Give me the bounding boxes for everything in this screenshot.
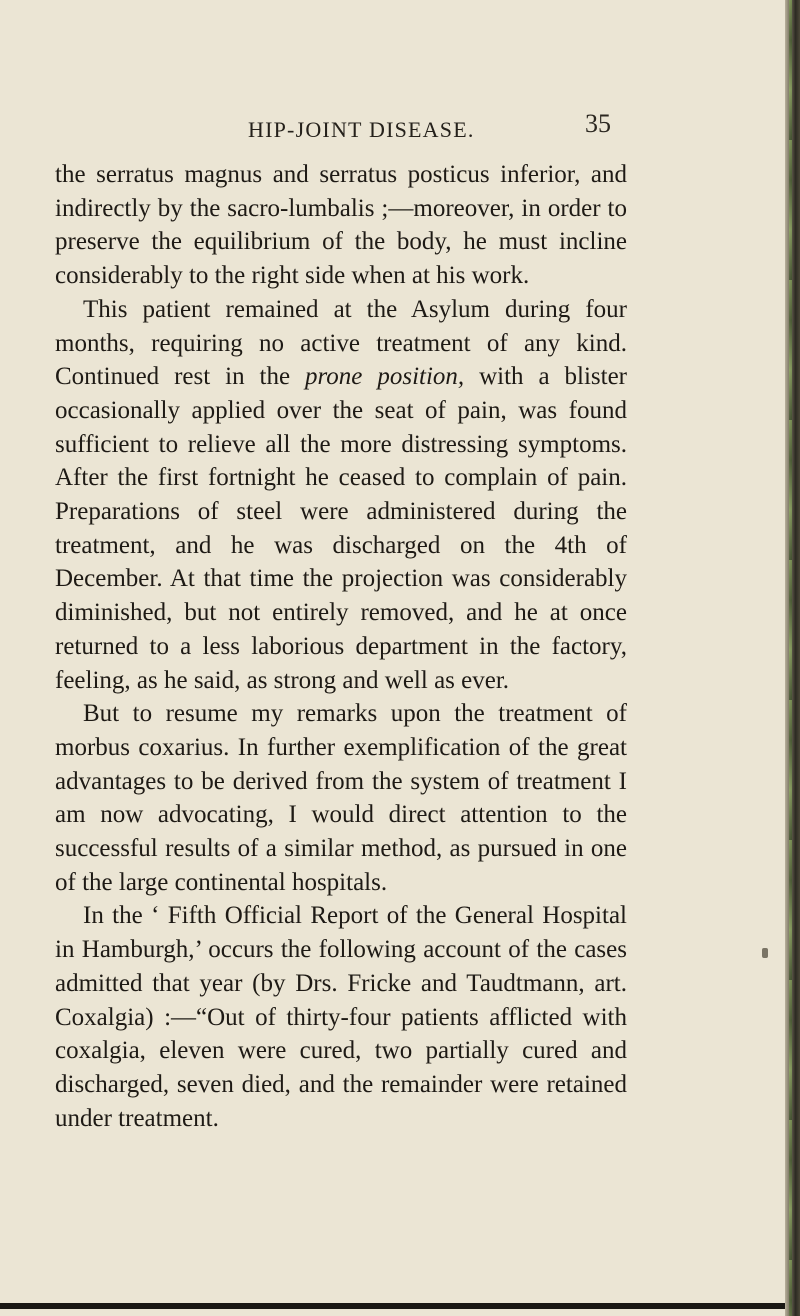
paragraph-hamburgh-report xyxy=(55,899,627,1135)
binding-edge xyxy=(785,0,800,1316)
margin-mark xyxy=(762,948,768,958)
paragraph-morbus-coxarius xyxy=(55,697,627,899)
paragraph-text: But to resume my remarks upon the treatment of morbus coxarius. In further exemplification of the great advantages to be derived from the system of treatment I am now advocating, I would direct attention to the successful results of a similar method, as pursued in one of the large continental hospitals. xyxy=(55,700,627,896)
paragraph-text: the serratus magnus and serratus posticus inferior, and indirectly by the sacro-lumbalis ;—moreover, in order to preserve the equilibrium of the body, he must incline considerably to the right side when at his work. xyxy=(55,161,627,290)
page-number: 35 xyxy=(585,109,611,138)
paragraph-continued xyxy=(55,158,627,293)
running-head xyxy=(0,109,785,149)
paragraph-text: with a blister occasionally applied over the seat of pain, was found sufficient to relieve all the more distressing symptoms. After the first fortnight he ceased to complain of pain. Preparations of steel were administered during the treatment, and he was discharged on the 4th of December. At that time the projection was considerably diminished, but not entirely removed, and he at once returned to a less laborious department in the factory, feeling, as he said, as strong and well as ever. xyxy=(55,363,627,694)
bottom-rule xyxy=(0,1303,785,1309)
paragraph-text: This patient remained at the Asylum during four months, requiring no active treatment of any kind. Continued rest in the xyxy=(55,295,627,391)
paragraph-text: In the ‘ Fifth Official Report of the General Hospital in Hamburgh,’ occurs the following account of the cases admitted that year (by Drs. Fricke and Taudtmann, art. Coxalgia) :—“Out of thirty-four patients afflicted with coxalgia, eleven were cured, two partially cured and discharged, seven died, and the remainder were retained under treatment. xyxy=(55,902,627,1132)
paragraph-patient-stay xyxy=(55,293,627,697)
running-title: HIP-JOINT DISEASE. xyxy=(248,117,475,142)
italic-phrase: prone position, xyxy=(305,363,465,391)
body-text xyxy=(55,158,627,1135)
